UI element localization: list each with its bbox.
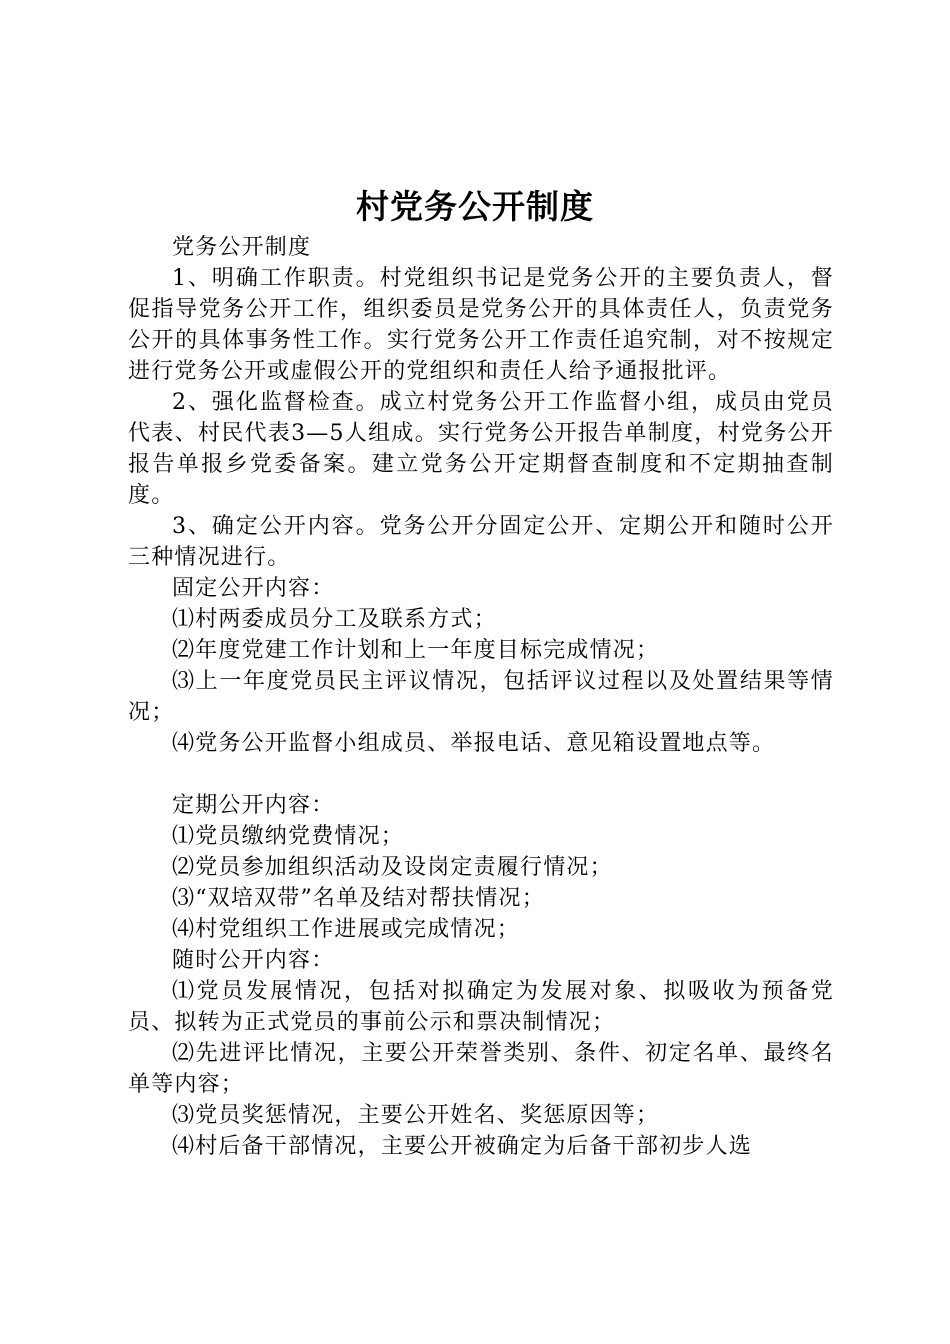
list-item: ⑵先进评比情况，主要公开荣誉类别、条件、初定名单、最终名单等内容；	[128, 1041, 834, 1097]
document-title: 村党务公开制度	[356, 187, 594, 226]
list-item: ⑷村后备干部情况，主要公开被确定为后备干部初步人选	[172, 1134, 753, 1159]
list-item: ⑴党员缴纳党费情况；	[172, 824, 405, 849]
section-heading-anytime: 随时公开内容：	[172, 948, 335, 973]
list-item: ⑴村两委成员分工及联系方式；	[172, 607, 497, 632]
paragraph-item-3: 3、确定公开内容。党务公开分固定公开、定期公开和随时公开三种情况进行。	[128, 514, 834, 570]
list-item: ⑶“双培双带”名单及结对帮扶情况；	[172, 886, 545, 911]
document-body	[128, 232, 834, 1162]
blank-line	[128, 759, 834, 790]
list-item: ⑷党务公开监督小组成员、举报电话、意见箱设置地点等。	[172, 731, 776, 756]
paragraph-subtitle: 党务公开制度	[172, 235, 312, 260]
section-heading-periodic: 定期公开内容：	[172, 793, 335, 818]
section-heading-fixed: 固定公开内容：	[172, 576, 335, 601]
list-item: ⑵党员参加组织活动及设岗定责履行情况；	[172, 855, 613, 880]
list-item: ⑴党员发展情况，包括对拟确定为发展对象、拟吸收为预备党员、拟转为正式党员的事前公示和票决制情况；	[128, 979, 834, 1035]
list-item: ⑵年度党建工作计划和上一年度目标完成情况；	[172, 638, 660, 663]
list-item: ⑶上一年度党员民主评议情况，包括评议过程以及处置结果等情况；	[128, 669, 834, 725]
paragraph-item-2: 2、强化监督检查。成立村党务公开工作监督小组，成员由党员代表、村民代表3—5人组成。实行党务公开报告单制度，村党务公开报告单报乡党委备案。建立党务公开定期督查制度和不定期抽查制度。	[128, 390, 834, 508]
list-item: ⑶党员奖惩情况，主要公开姓名、奖惩原因等；	[172, 1103, 660, 1128]
paragraph-item-1: 1、明确工作职责。村党组织书记是党务公开的主要负责人，督促指导党务公开工作，组织委员是党务公开的具体责任人，负责党务公开的具体事务性工作。实行党务公开工作责任追究制，对不按规定进行党务公开或虚假公开的党组织和责任人给予通报批评。	[128, 266, 834, 384]
list-item: ⑷村党组织工作进展或完成情况；	[172, 917, 521, 942]
